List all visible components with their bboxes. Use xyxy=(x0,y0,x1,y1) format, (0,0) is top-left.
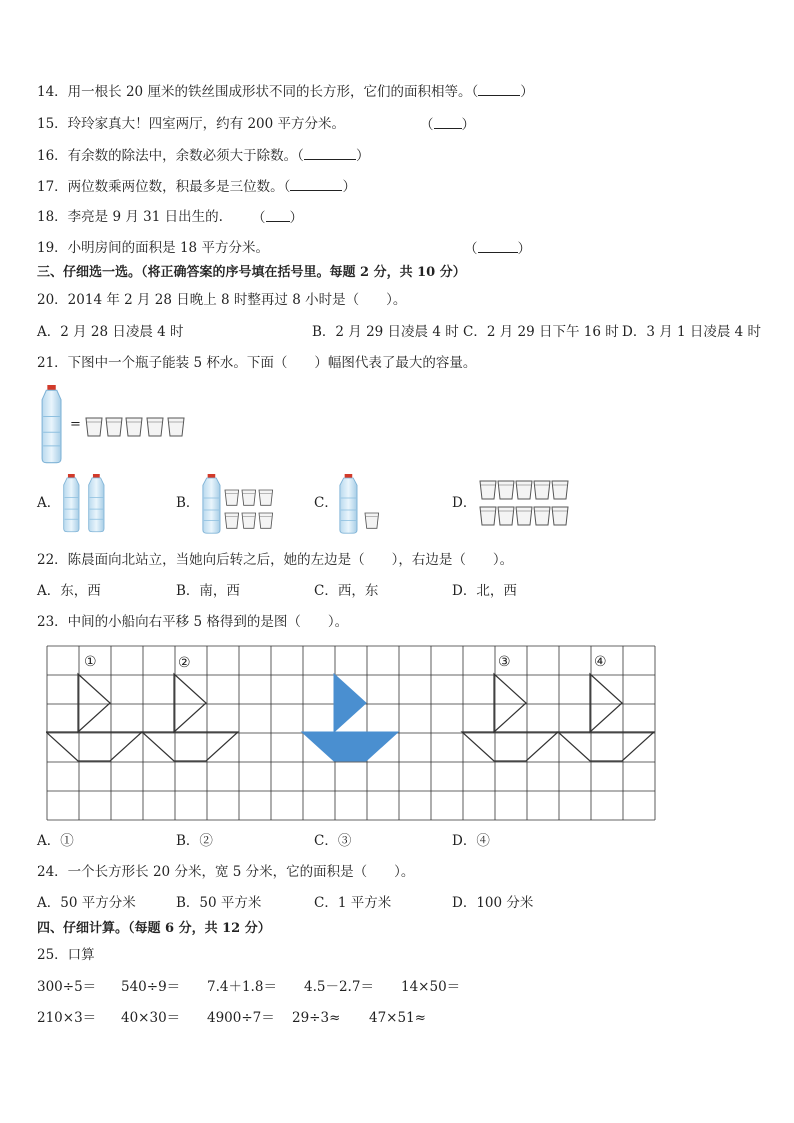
cup-icon xyxy=(516,481,532,499)
question-text: 17．两位数乘两位数，积最多是三位数。（ xyxy=(37,179,291,195)
answer-blank[interactable] xyxy=(290,177,342,191)
answer-blank[interactable] xyxy=(478,82,520,96)
question-19-answer xyxy=(464,239,531,258)
calc-item: 7.4＋1.8＝ xyxy=(207,979,277,995)
option-c[interactable]: C．③ xyxy=(314,833,352,849)
q21-option-a[interactable]: A． xyxy=(37,495,61,511)
question-15-answer xyxy=(420,115,475,134)
question-18-answer xyxy=(252,208,303,227)
option-c[interactable]: C．西，东 xyxy=(314,583,379,599)
boat-3 xyxy=(462,674,558,761)
calc-item: 14×50＝ xyxy=(401,979,461,995)
boat-4 xyxy=(558,674,654,761)
calc-item: 47×51≈ xyxy=(369,1010,426,1026)
cup-icon xyxy=(516,507,532,525)
cup-icon xyxy=(126,418,142,436)
marker-3: ③ xyxy=(498,654,511,670)
calc-item: 210×3＝ xyxy=(37,1010,97,1026)
option-d[interactable]: D．3 月 1 日凌晨 4 时 xyxy=(622,324,762,340)
option-b[interactable]: B．② xyxy=(176,833,213,849)
marker-1: ① xyxy=(84,654,97,670)
bottle-icon xyxy=(64,474,79,532)
option-b[interactable]: B．南，西 xyxy=(176,583,240,599)
question-24: 24．一个长方形长 20 分米，宽 5 分米，它的面积是（ ）。 xyxy=(37,864,415,880)
middle-boat xyxy=(302,674,398,761)
bottle-icon xyxy=(203,474,220,533)
boat-2 xyxy=(142,674,238,761)
cup-icon xyxy=(480,507,496,525)
option-b[interactable]: B．50 平方米 xyxy=(176,895,262,911)
answer-blank[interactable] xyxy=(478,239,518,253)
question-text: 18．李亮是 9 月 31 日出生的. xyxy=(37,209,223,225)
option-a[interactable]: A．东，西 xyxy=(37,583,101,599)
calc-item: 540÷9＝ xyxy=(121,979,181,995)
cup-icon xyxy=(498,481,514,499)
question-16 xyxy=(37,146,369,165)
section-heading-4: 四、仔细计算。（每题 6 分，共 12 分） xyxy=(37,921,271,936)
paren-close: ） xyxy=(289,210,303,226)
paren-open: （ xyxy=(464,241,478,257)
cup-icon xyxy=(242,513,256,528)
question-text: 16．有余数的除法中，余数必须大于除数。（ xyxy=(37,148,304,164)
question-text: 19．小明房间的面积是 18 平方分米。 xyxy=(37,240,269,256)
answer-blank[interactable] xyxy=(266,208,290,222)
question-25: 25．口算 xyxy=(37,947,95,963)
option-d[interactable]: D．北，西 xyxy=(452,583,517,599)
calc-item: 300÷5＝ xyxy=(37,979,97,995)
option-d[interactable]: D．④ xyxy=(452,833,490,849)
cup-icon xyxy=(106,418,122,436)
cup-icon xyxy=(534,507,550,525)
paren-close: ） xyxy=(342,179,356,195)
option-a[interactable]: A．50 平方分米 xyxy=(37,895,136,911)
grid-figure xyxy=(46,645,656,821)
paren-open: （ xyxy=(252,210,266,226)
bottle-icon xyxy=(42,385,61,463)
paren-close: ） xyxy=(517,241,531,257)
paren-close: ） xyxy=(520,84,534,100)
equals-sign: = xyxy=(70,417,81,432)
cup-icon xyxy=(225,490,239,505)
answer-blank[interactable] xyxy=(304,146,356,160)
paren-close: ） xyxy=(461,117,475,133)
question-23: 23．中间的小船向右平移 5 格得到的是图（ ）。 xyxy=(37,614,349,630)
paren-open: （ xyxy=(420,117,434,133)
section-heading-3: 三、仔细选一选。（将正确答案的序号填在括号里。每题 2 分，共 10 分） xyxy=(37,265,466,280)
q21-option-d[interactable]: D． xyxy=(452,495,477,511)
answer-blank[interactable] xyxy=(434,115,462,129)
calc-item: 40×30＝ xyxy=(121,1010,181,1026)
question-22: 22．陈晨面向北站立，当她向后转之后，她的左边是（ ），右边是（ ）。 xyxy=(37,552,514,568)
question-text: 14．用一根长 20 厘米的铁丝围成形状不同的长方形，它们的面积相等。（ xyxy=(37,84,479,100)
question-text: 15．玲玲家真大！四室两厅，约有 200 平方分米。 xyxy=(37,116,346,132)
cup-icon xyxy=(259,490,273,505)
option-a[interactable]: A．2 月 28 日凌晨 4 时 xyxy=(37,324,184,340)
marker-2: ② xyxy=(178,655,191,671)
question-21: 21．下图中一个瓶子能装 5 杯水。下面（ ）幅图代表了最大的容量。 xyxy=(37,355,477,371)
boat-1 xyxy=(46,674,142,761)
cup-icon xyxy=(534,481,550,499)
option-b-c[interactable]: B．2 月 29 日凌晨 4 时 C．2 月 29 日下午 16 时 xyxy=(312,324,619,340)
option-c[interactable]: C．1 平方米 xyxy=(314,895,392,911)
question-17 xyxy=(37,177,356,196)
cup-icon xyxy=(552,507,568,525)
cup-icon xyxy=(86,418,102,436)
question-14 xyxy=(37,82,534,101)
calc-item: 4900÷7＝ xyxy=(207,1010,275,1026)
cup-icon xyxy=(552,481,568,499)
cup-icon xyxy=(225,513,239,528)
q21-option-b[interactable]: B． xyxy=(176,495,200,511)
cup-icon xyxy=(498,507,514,525)
calc-item: 4.5－2.7＝ xyxy=(304,979,374,995)
cup-icon xyxy=(168,418,184,436)
question-18 xyxy=(37,208,223,226)
q21-option-c[interactable]: C． xyxy=(314,495,338,511)
paren-close: ） xyxy=(355,148,370,164)
calc-item: 29÷3≈ xyxy=(292,1010,341,1026)
cup-icon xyxy=(242,490,256,505)
cup-icon xyxy=(480,481,496,499)
question-15 xyxy=(37,115,345,133)
bottle-icon xyxy=(89,474,104,532)
question-20: 20．2014 年 2 月 28 日晚上 8 时整再过 8 小时是（ ）。 xyxy=(37,292,407,308)
cup-icon xyxy=(259,513,273,528)
bottle-icon xyxy=(340,474,357,533)
option-d[interactable]: D．100 分米 xyxy=(452,895,534,911)
boat-grid xyxy=(46,645,656,821)
question-19 xyxy=(37,239,269,257)
option-a[interactable]: A．① xyxy=(37,833,74,849)
cup-icon xyxy=(365,513,379,528)
cup-icon xyxy=(147,418,163,436)
marker-4: ④ xyxy=(594,654,607,670)
